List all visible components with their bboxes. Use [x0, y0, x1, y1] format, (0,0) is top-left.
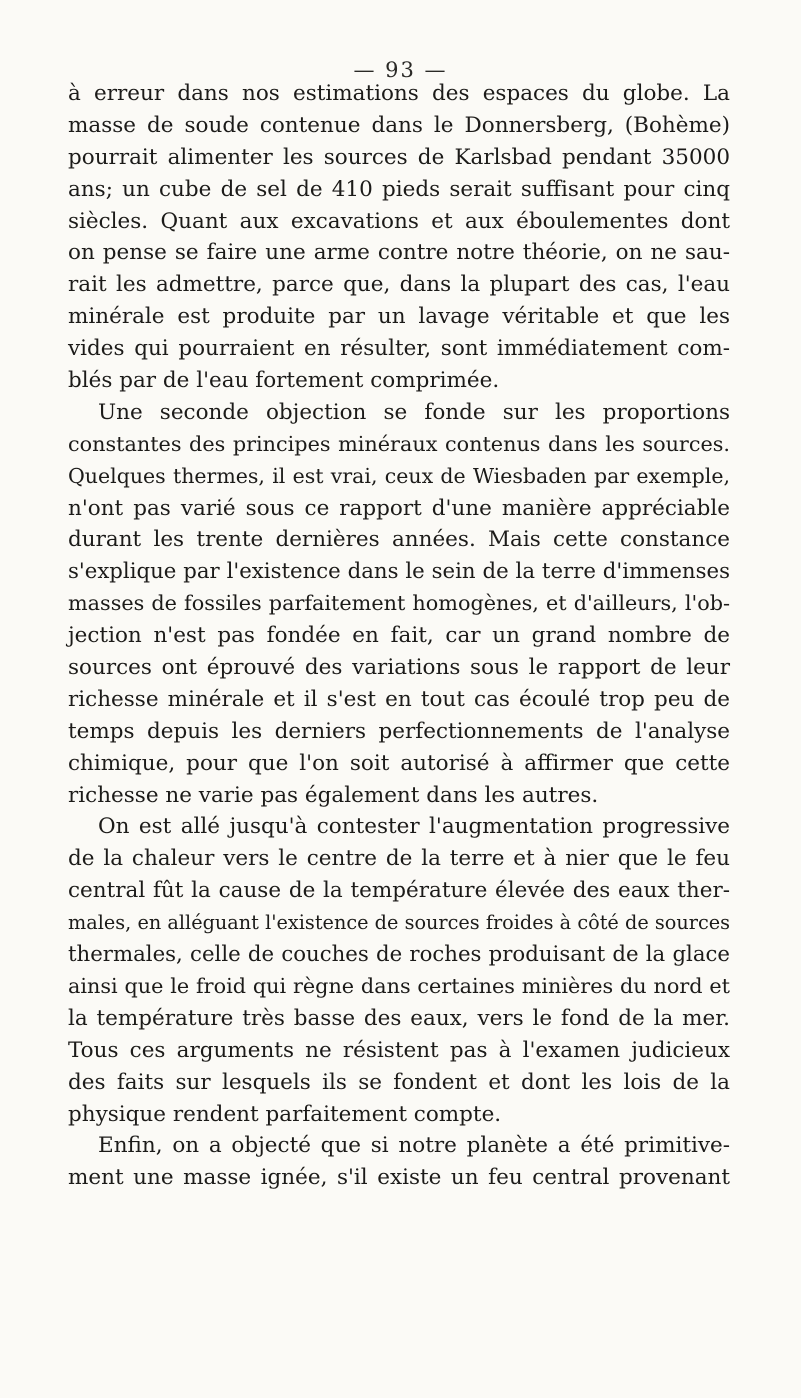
- text-line: durant les trente dernières années. Mais cette constance: [68, 527, 730, 553]
- page-number: — 93 —: [353, 58, 448, 82]
- text-line: de la chaleur vers le centre de la terre et à nier que le feu: [68, 846, 730, 872]
- text-line: pourrait alimenter les sources de Karlsbad pendant 35000: [68, 144, 730, 170]
- text-line: Quelques thermes, il est vrai, ceux de Wiesbaden par exemple,: [68, 463, 730, 488]
- text-line: n'ont pas varié sous ce rapport d'une manière appréciable: [68, 495, 730, 521]
- text-line: jection n'est pas fondée en fait, car un grand nombre de: [68, 623, 730, 649]
- text-line: s'explique par l'existence dans le sein de la terre d'immenses: [68, 559, 730, 585]
- text-line: masse de soude contenue dans le Donnersberg, (Bohème): [68, 112, 730, 138]
- text-line: On est allé jusqu'à contester l'augmentation progressive: [98, 814, 730, 840]
- text-line: Enfin, on a objecté que si notre planète a été primitive-: [98, 1133, 730, 1159]
- text-line: rait les admettre, parce que, dans la plupart des cas, l'eau: [68, 272, 730, 298]
- text-line: physique rendent parfaitement compte.: [68, 1101, 502, 1127]
- text-line: sources ont éprouvé des variations sous le rapport de leur: [68, 655, 730, 681]
- text-line: Tous ces arguments ne résistent pas à l'examen judicieux: [68, 1037, 730, 1063]
- text-line: à erreur dans nos estimations des espaces du globe. La: [68, 81, 730, 106]
- text-line: richesse minérale et il s'est en tout cas écoulé trop peu de: [68, 686, 730, 712]
- text-line: des faits sur lesquels ils se fondent et dont les lois de la: [68, 1069, 730, 1095]
- text-line: minérale est produite par un lavage véritable et que les: [68, 304, 730, 330]
- text-line: constantes des principes minéraux contenus dans les sources.: [68, 431, 730, 456]
- text-line: Une seconde objection se fonde sur les proportions: [98, 399, 730, 425]
- text-line: siècles. Quant aux excavations et aux éboulementes dont: [68, 208, 730, 234]
- text-line: ment une masse ignée, s'il existe un feu central provenant: [68, 1165, 730, 1191]
- text-line: on pense se faire une arme contre notre théorie, on ne sau-: [68, 240, 730, 266]
- text-line: ans; un cube de sel de 410 pieds serait suffisant pour cinq: [68, 176, 730, 202]
- text-line: central fût la cause de la température élevée des eaux ther-: [68, 878, 730, 904]
- body-text: [68, 78, 730, 1194]
- text-line: la température très basse des eaux, vers le fond de la mer.: [68, 1005, 730, 1031]
- text-line: ainsi que le froid qui règne dans certaines minières du nord et: [68, 973, 730, 998]
- text-line: vides qui pourraient en résulter, sont immédiatement com-: [68, 336, 730, 362]
- text-line: masses de fossiles parfaitement homogènes, et d'ailleurs, l'ob-: [68, 591, 730, 616]
- text-line: temps depuis les derniers perfectionnements de l'analyse: [68, 718, 730, 744]
- text-line: thermales, celle de couches de roches produisant de la glace: [68, 942, 730, 968]
- text-line: blés par de l'eau fortement comprimée.: [68, 368, 500, 394]
- text-line: chimique, pour que l'on soit autorisé à affirmer que cette: [68, 750, 730, 776]
- text-line: males, en alléguant l'existence de sources froides à côté de sources: [68, 911, 730, 935]
- text-line: richesse ne varie pas également dans les autres.: [68, 782, 599, 808]
